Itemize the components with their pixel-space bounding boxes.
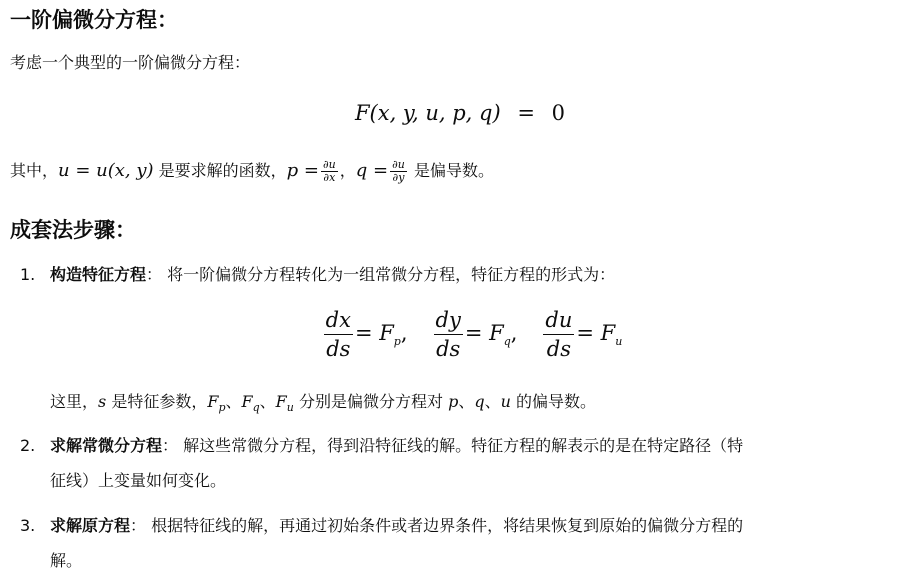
note-fq: F: [241, 392, 253, 411]
q-numerator: ∂u: [392, 158, 405, 171]
note-sep2: 、: [259, 392, 276, 411]
main-equation: [0, 101, 920, 125]
step-1-note: [50, 387, 916, 423]
note-u: u: [500, 392, 511, 411]
step-1-body: 将一阶偏微分方程转化为一组常微分方程，特征方程的形式为：: [162, 265, 616, 284]
eq1-sub: p: [393, 335, 401, 349]
eq3-sub: u: [615, 335, 623, 349]
dy-ds-fraction: [434, 306, 463, 363]
step-3-body-1: 根据特征线的解，再通过初始条件或者边界条件，将结果恢复到原始的偏微分方程的: [146, 516, 744, 535]
du-numerator: du: [543, 306, 574, 335]
step-1-title: 构造特征方程: [50, 265, 147, 284]
note-fu: F: [275, 392, 287, 411]
step-3-title: 求解原方程: [50, 516, 131, 535]
step-3-colon: ：: [130, 516, 147, 535]
eq2-tail: ,: [510, 321, 518, 345]
step-2-body-1: 解这些常微分方程，得到沿特征线的解。特征方程的解表示的是在特定路径（特: [178, 436, 744, 455]
note-mid: 是特征参数，: [106, 392, 208, 411]
q-denominator: ∂y: [392, 171, 405, 184]
eq3-rhs: = F: [576, 321, 616, 345]
u-definition: u = u(x, y): [58, 160, 154, 181]
step-2-line-2: [50, 466, 916, 496]
eq2-rhs: = F: [464, 321, 504, 345]
step-3-line-2: [50, 546, 916, 576]
eq1-rhs: = F: [354, 321, 394, 345]
section-heading-method-steps: 成套法步骤：: [10, 218, 136, 242]
note-suffix: 的偏导数。: [510, 392, 596, 411]
dy-denominator: ds: [436, 337, 461, 361]
equation-lhs: F(x, y, u, p, q): [354, 101, 501, 125]
note-fp: F: [207, 392, 219, 411]
step-3-number: 3.: [20, 516, 36, 535]
p-numerator: ∂u: [322, 158, 336, 171]
note-sep3: 、: [458, 392, 475, 411]
q-lhs: q =: [355, 160, 389, 181]
step-1-colon: ：: [146, 265, 163, 284]
step-3-line-1: [50, 511, 916, 541]
p-denominator: ∂x: [323, 171, 336, 184]
p-lhs: p =: [286, 160, 319, 181]
equation-equals: =: [517, 101, 535, 125]
note-sep4: 、: [484, 392, 501, 411]
equation-rhs: 0: [551, 101, 566, 125]
note-prefix: 这里，: [50, 392, 99, 411]
note-p: p: [448, 392, 459, 411]
step-2-line-1: [50, 431, 916, 461]
note-mid2: 分别是偏微分方程对: [293, 392, 449, 411]
du-denominator: ds: [546, 337, 572, 361]
intro-text: 考虑一个典型的一阶偏微分方程：: [10, 53, 251, 72]
definition-mid: 是要求解的函数，: [153, 161, 287, 180]
definition-prefix: 其中，: [10, 161, 59, 180]
note-fq-sub: q: [252, 401, 260, 415]
definition-suffix: 是偏导数。: [408, 161, 494, 180]
note-sep1: 、: [225, 392, 242, 411]
step-2-title: 求解常微分方程: [50, 436, 163, 455]
definition-comma: ，: [339, 161, 356, 180]
note-fu-sub: u: [286, 401, 294, 415]
note-s: s: [98, 392, 107, 411]
step-1-text: [50, 260, 916, 290]
dx-denominator: ds: [326, 337, 351, 361]
step-2-number: 2.: [20, 436, 36, 455]
step-1-number: 1.: [20, 265, 36, 284]
dx-numerator: dx: [324, 306, 353, 335]
note-fp-sub: p: [218, 401, 226, 415]
dy-numerator: dy: [434, 306, 463, 335]
eq2-sub: q: [503, 335, 511, 349]
p-fraction: [321, 159, 338, 184]
section-heading-first-order-pde: 一阶偏微分方程：: [10, 8, 178, 32]
eq1-tail: ,: [400, 321, 408, 345]
step-3-body-2: 解。: [50, 551, 83, 570]
step-2-colon: ：: [162, 436, 179, 455]
note-q: q: [474, 392, 485, 411]
q-fraction: [390, 159, 407, 184]
definition-line: [10, 154, 494, 188]
dx-ds-fraction: [324, 306, 353, 363]
step-2-body-2: 征线）上变量如何变化。: [50, 471, 227, 490]
characteristic-equations: [12, 306, 920, 363]
du-ds-fraction: [543, 306, 574, 363]
